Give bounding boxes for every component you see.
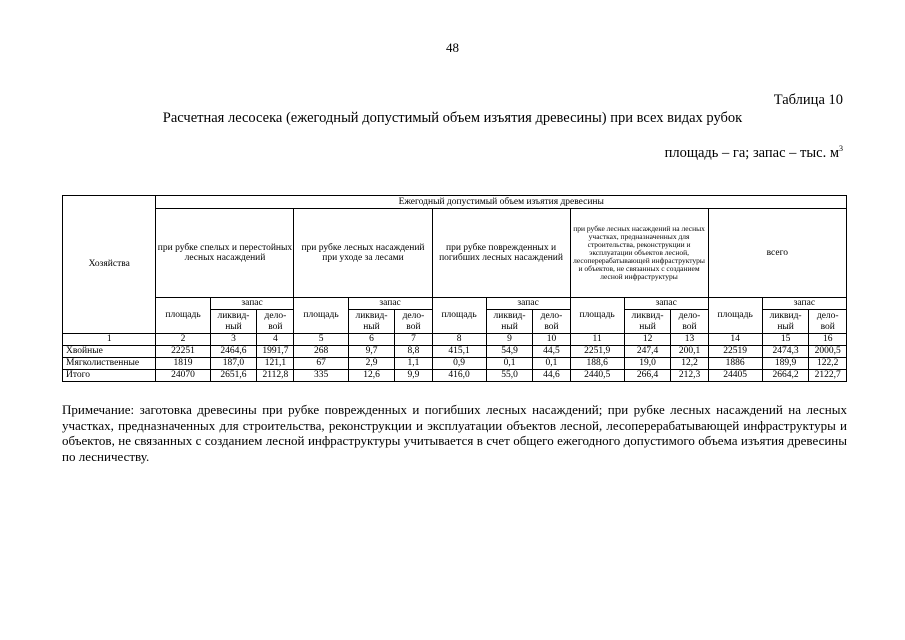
- cell: 2474,3: [762, 346, 809, 358]
- header-business: дело-вой: [533, 310, 570, 334]
- column-number: 10: [533, 334, 570, 346]
- cell: 2664,2: [762, 370, 809, 382]
- header-area: площадь: [432, 298, 486, 334]
- header-stock: запас: [210, 298, 294, 310]
- table-row-total: [63, 370, 847, 382]
- header-main: Ежегодный допустимый объем изъятия древесины: [156, 196, 847, 209]
- cell: 2112,8: [257, 370, 294, 382]
- felling-table: [62, 195, 847, 382]
- cell: 1991,7: [257, 346, 294, 358]
- header-area: площадь: [570, 298, 624, 334]
- header-farms: Хозяйства: [63, 196, 156, 334]
- column-number: 16: [809, 334, 847, 346]
- page-number: 48: [446, 40, 459, 55]
- column-number: 7: [395, 334, 432, 346]
- cell: 0,1: [533, 358, 570, 370]
- cell: 2122,7: [809, 370, 847, 382]
- units-text: площадь – га; запас – тыс. м: [664, 144, 839, 161]
- cell: 189,9: [762, 358, 809, 370]
- header-liquid: ликвид-ный: [210, 310, 257, 334]
- header-stock: запас: [762, 298, 846, 310]
- cell: 187,0: [210, 358, 257, 370]
- cell: 24070: [156, 370, 210, 382]
- cell: 268: [294, 346, 348, 358]
- cell: 1819: [156, 358, 210, 370]
- header-stock: запас: [486, 298, 570, 310]
- units-line: [665, 144, 843, 162]
- cell: 2,9: [348, 358, 395, 370]
- row-name: Хвойные: [63, 346, 156, 358]
- column-number: 13: [671, 334, 708, 346]
- column-number: 14: [708, 334, 762, 346]
- column-number: 4: [257, 334, 294, 346]
- header-group-care: при рубке лесных насаждений при уходе за лесами: [294, 209, 432, 298]
- footnote: Примечание: заготовка древесины при рубке поврежденных и погибших лесных насаждений; при рубке лесных насаждений на лесных участках, предназначенных для строительства, реконструкции и эксплуатации объектов лесной, лесоперерабатывающей инфраструктуры и объектов, не связанных с созданием лесной инфраструктуры учитывается в счет общего ежегодного допустимого объема изъятия древесины по лесничеству.: [62, 402, 847, 464]
- cell: 12,2: [671, 358, 708, 370]
- column-number: 6: [348, 334, 395, 346]
- column-number: 5: [294, 334, 348, 346]
- header-business: дело-вой: [809, 310, 847, 334]
- column-number: 2: [156, 334, 210, 346]
- cell: 122,2: [809, 358, 847, 370]
- column-number: 1: [63, 334, 156, 346]
- cell: 2440,5: [570, 370, 624, 382]
- cell: 1,1: [395, 358, 432, 370]
- header-group-mature: при рубке спелых и перестойных лесных насаждений: [156, 209, 294, 298]
- cell: 2251,9: [570, 346, 624, 358]
- cell: 121,1: [257, 358, 294, 370]
- cell: 200,1: [671, 346, 708, 358]
- header-liquid: ликвид-ный: [624, 310, 671, 334]
- cell: 335: [294, 370, 348, 382]
- column-number: 8: [432, 334, 486, 346]
- table-row: [63, 358, 847, 370]
- column-number-row: [63, 334, 847, 346]
- units-superscript: 3: [839, 144, 843, 153]
- table-title: Расчетная лесосека (ежегодный допустимый объем изъятия древесины) при всех видах рубок: [162, 110, 743, 126]
- header-area: площадь: [156, 298, 210, 334]
- cell: 266,4: [624, 370, 671, 382]
- header-liquid: ликвид-ный: [486, 310, 533, 334]
- cell: 212,3: [671, 370, 708, 382]
- cell: 1886: [708, 358, 762, 370]
- column-number: 12: [624, 334, 671, 346]
- cell: 416,0: [432, 370, 486, 382]
- cell: 9,7: [348, 346, 395, 358]
- column-number: 15: [762, 334, 809, 346]
- table-row: [63, 346, 847, 358]
- cell: 67: [294, 358, 348, 370]
- cell: 22251: [156, 346, 210, 358]
- cell: 2651,6: [210, 370, 257, 382]
- cell: 415,1: [432, 346, 486, 358]
- cell: 2000,5: [809, 346, 847, 358]
- cell: 22519: [708, 346, 762, 358]
- column-number: 9: [486, 334, 533, 346]
- column-number: 11: [570, 334, 624, 346]
- header-group-infrastructure: при рубке лесных насаждений на лесных участках, предназначенных для строительства, реконструкции и эксплуатации объектов лесной, лесоперерабатывающей инфраструктуры и объектов, не связанных с созданием лесной инфраструктуры: [570, 209, 708, 298]
- cell: 19,0: [624, 358, 671, 370]
- header-business: дело-вой: [671, 310, 708, 334]
- cell: 55,0: [486, 370, 533, 382]
- header-stock: запас: [624, 298, 708, 310]
- header-business: дело-вой: [395, 310, 432, 334]
- header-liquid: ликвид-ный: [762, 310, 809, 334]
- cell: 0,9: [432, 358, 486, 370]
- row-name: Мягколиственные: [63, 358, 156, 370]
- cell: 54,9: [486, 346, 533, 358]
- cell: 44,5: [533, 346, 570, 358]
- table-number: Таблица 10: [773, 92, 843, 108]
- header-business: дело-вой: [257, 310, 294, 334]
- cell: 9,9: [395, 370, 432, 382]
- header-group-damaged: при рубке поврежденных и погибших лесных насаждений: [432, 209, 570, 298]
- header-area: площадь: [708, 298, 762, 334]
- header-group-total: всего: [708, 209, 846, 298]
- cell: 0,1: [486, 358, 533, 370]
- cell: 44,6: [533, 370, 570, 382]
- header-stock: запас: [348, 298, 432, 310]
- column-number: 3: [210, 334, 257, 346]
- row-name: Итого: [63, 370, 156, 382]
- header-area: площадь: [294, 298, 348, 334]
- cell: 8,8: [395, 346, 432, 358]
- header-liquid: ликвид-ный: [348, 310, 395, 334]
- cell: 12,6: [348, 370, 395, 382]
- cell: 247,4: [624, 346, 671, 358]
- cell: 188,6: [570, 358, 624, 370]
- cell: 2464,6: [210, 346, 257, 358]
- cell: 24405: [708, 370, 762, 382]
